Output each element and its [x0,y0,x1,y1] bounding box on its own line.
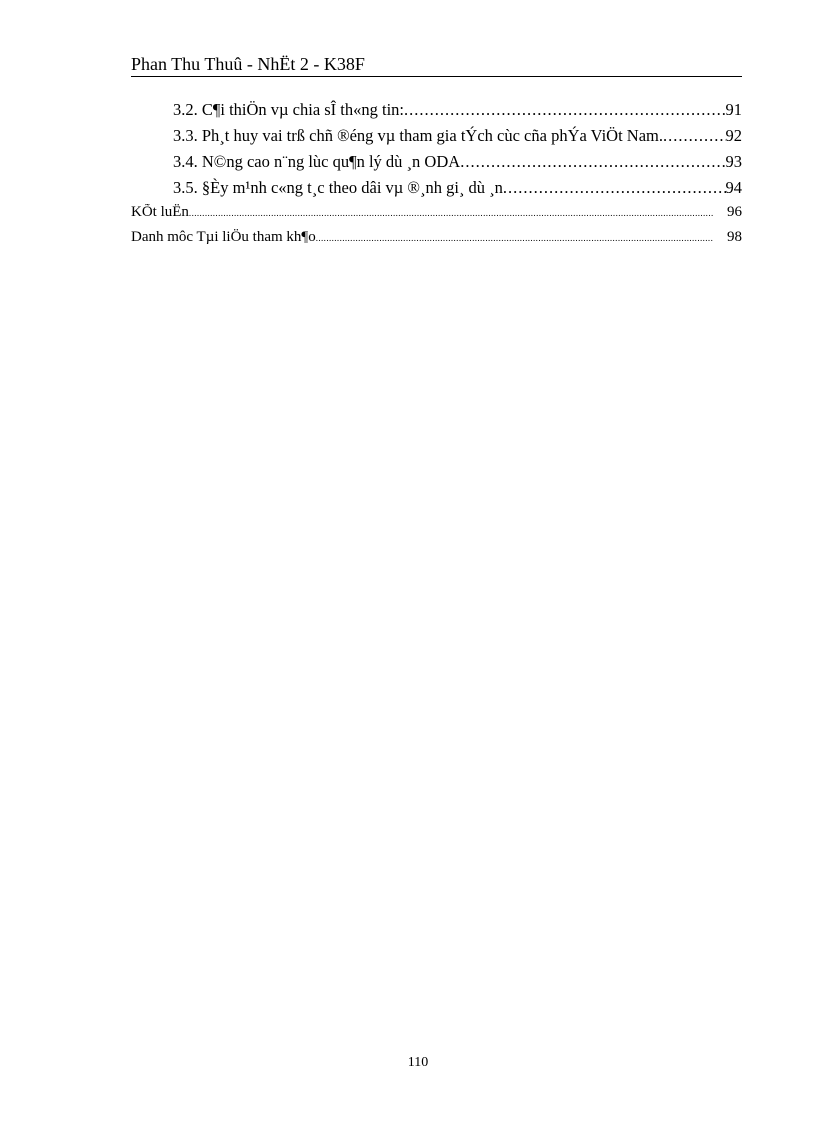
toc-entry-text: 3.2. C¶i thiÖn vµ chia sÎ th«ng tin: [173,100,405,119]
dot-leader [404,100,725,120]
table-of-contents [131,100,742,254]
page-number: 110 [407,1055,429,1070]
dot-leader [189,208,713,218]
toc-entry-page: 94 [725,178,742,197]
toc-entry-page: 96 [727,204,742,220]
toc-entry-3-3[interactable] [131,126,742,152]
toc-entry-page: 91 [725,100,742,119]
toc-entry-conclusion[interactable] [131,204,742,229]
toc-entry-3-5[interactable] [131,178,742,204]
toc-entry-references[interactable] [131,229,742,254]
toc-entry-text: 3.4. N©ng cao n¨ng lùc qu¶n lý dù ¸n ODA [173,152,461,171]
toc-entry-page: 92 [725,126,742,145]
toc-entry-3-4[interactable] [131,152,742,178]
toc-entry-text: Danh môc Tµi liÖu tham kh¶o [131,229,316,245]
dot-leader [503,178,726,198]
toc-entry-3-2[interactable] [131,100,742,126]
page-header [131,52,742,77]
dot-leader [460,152,725,172]
toc-entry-text: 3.3. Ph¸t huy vai trß chñ ®éng vµ tham gia tÝch cùc cña phÝa ViÖt Nam. [173,126,663,145]
toc-entry-text: KÕt luËn [131,204,189,220]
toc-entry-page: 98 [727,229,742,245]
toc-entry-text: 3.5. §Èy m¹nh c«ng t¸c theo dâi vµ ®¸nh gi¸ dù ¸n [173,178,503,197]
dot-leader [663,126,726,146]
toc-entry-page: 93 [725,152,742,171]
header-title: Phan Thu Thuû - NhËt 2 - K38F [131,54,365,74]
dot-leader [316,233,713,243]
